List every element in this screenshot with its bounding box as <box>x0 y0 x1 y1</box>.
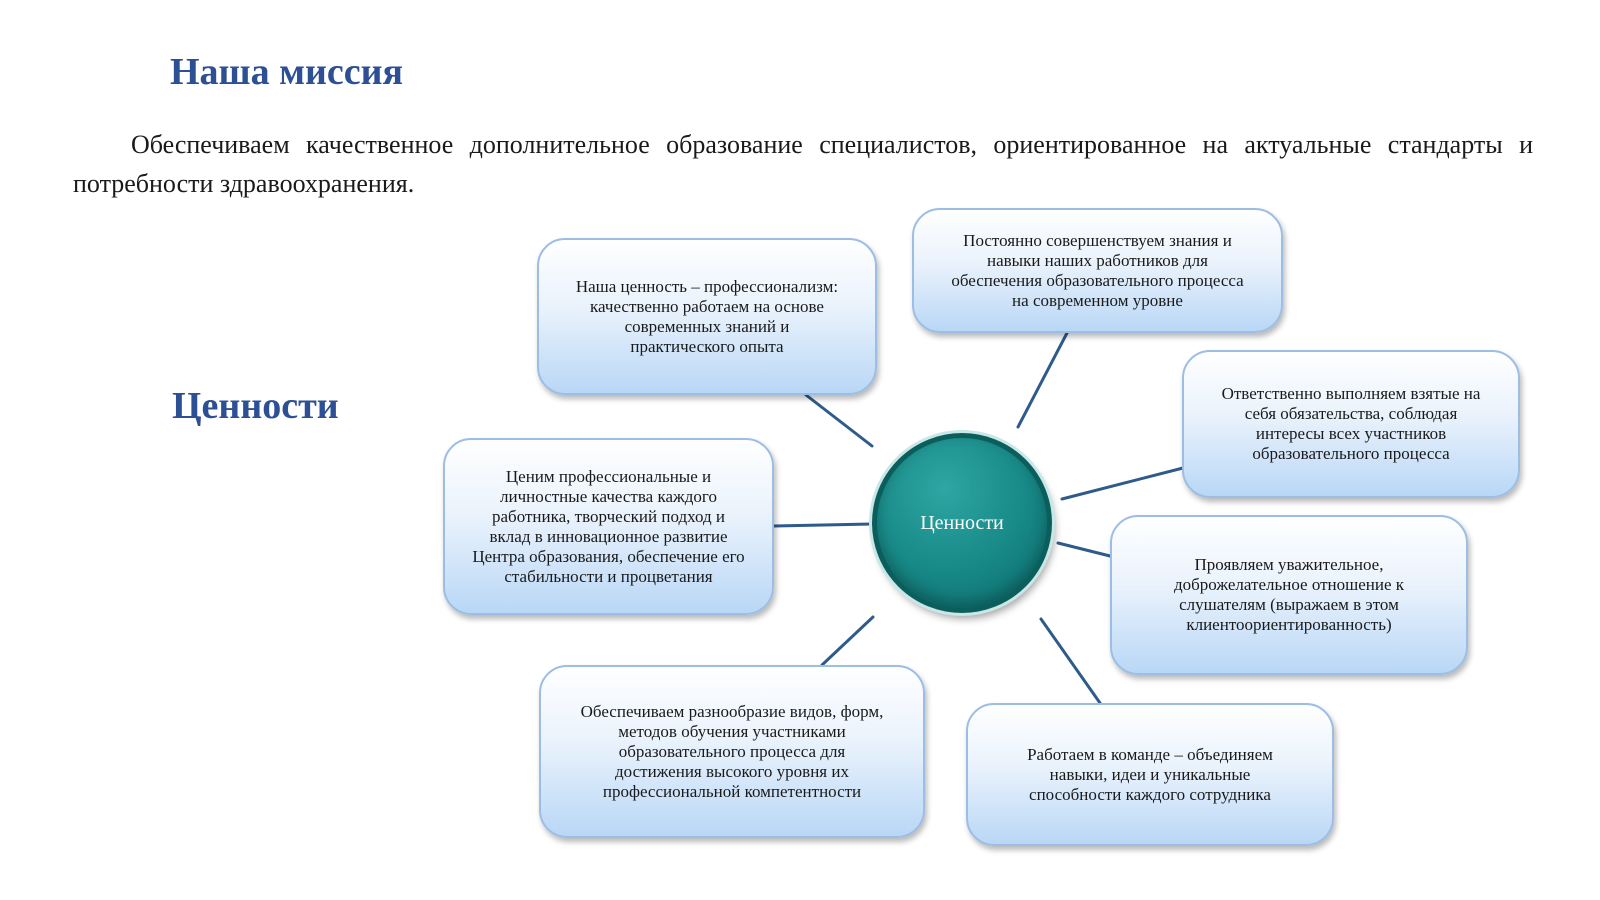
value-line: обеспечения образовательного процесса <box>951 270 1244 290</box>
value-line: образовательного процесса <box>1252 444 1450 463</box>
connector-respect <box>1058 543 1110 556</box>
value-line: на современном уровне <box>1012 290 1183 310</box>
value-line: интересы всех участников <box>1255 424 1447 443</box>
value-line: слушателям (выражаем в этом <box>1179 595 1399 614</box>
value-line: образовательного процесса для <box>618 741 846 761</box>
value-line: профессиональной компетентности <box>602 781 862 801</box>
value-line: личностные качества каждого <box>500 486 717 506</box>
value-line: себя обязательства, соблюдая <box>1244 404 1458 423</box>
value-line: методов обучения участниками <box>618 721 846 741</box>
value-box-teamwork <box>966 703 1334 846</box>
hub-label: Ценности <box>920 511 1004 534</box>
mission-heading: Наша миссия <box>170 51 404 93</box>
value-box-diversity <box>539 665 925 838</box>
value-line: способности каждого сотрудника <box>1029 784 1271 804</box>
value-line: Обеспечиваем разнообразие видов, форм, <box>580 701 884 721</box>
value-line: Постоянно совершенствуем знания и <box>963 230 1232 250</box>
values-heading: Ценности <box>172 385 339 427</box>
value-line: практического опыта <box>630 336 784 356</box>
values-hub-circle <box>872 433 1052 613</box>
value-line: Ценим профессиональные и <box>505 466 712 486</box>
value-line: вклад в инновационное развитие <box>489 526 728 546</box>
value-box-qualities <box>443 438 774 615</box>
value-box-improvement <box>912 208 1283 333</box>
value-line: стабильности и процветания <box>504 566 713 586</box>
connector-qualities <box>774 524 872 526</box>
value-line: навыки, идеи и уникальные <box>1049 764 1251 784</box>
value-line: достижения высокого уровня их <box>615 761 849 781</box>
value-line: качественно работаем на основе <box>590 296 824 316</box>
value-line: современных знаний и <box>624 316 790 336</box>
value-line: Работаем в команде – объединяем <box>1027 744 1273 764</box>
connector-improvement <box>1018 333 1067 427</box>
value-line: навыки наших работников для <box>986 250 1208 270</box>
value-box-professionalism <box>537 238 877 395</box>
value-line: Центра образования, обеспечение его <box>472 546 745 566</box>
mission-statement: Обеспечиваем качественное дополнительное образование специалистов, ориентированное на актуальные стандарты и потребности здравоохранения. <box>73 130 1533 198</box>
value-line: Наша ценность – профессионализм: <box>575 276 839 296</box>
value-line: клиентоориентированность) <box>1186 615 1392 634</box>
value-line: Проявляем уважительное, <box>1194 555 1384 574</box>
value-line: доброжелательное отношение к <box>1173 575 1405 594</box>
value-line: работника, творческий подход и <box>492 506 725 526</box>
value-box-responsibility <box>1182 350 1520 498</box>
connector-diversity <box>822 617 873 665</box>
value-box-respect <box>1110 515 1468 675</box>
value-line: Ответственно выполняем взятые на <box>1221 384 1481 403</box>
connector-teamwork <box>1041 619 1100 703</box>
connector-professionalism <box>806 395 872 446</box>
connector-responsibility <box>1062 468 1183 499</box>
